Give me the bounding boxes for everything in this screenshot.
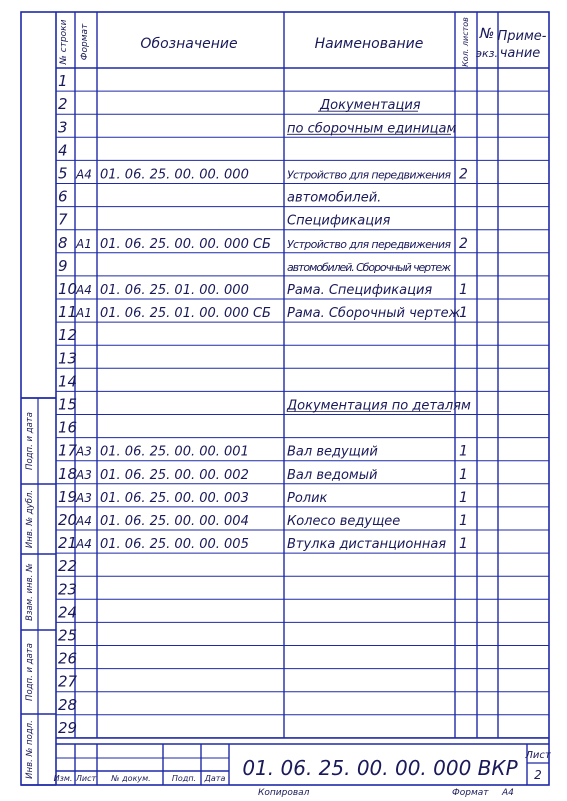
side-stamp [25,412,35,779]
row-designation: 01. 06. 25. 00. 00. 005 [100,537,249,553]
row-number: 19 [58,487,78,506]
table-row [58,72,68,90]
row-number: 3 [58,118,68,137]
row-name: Документация [320,98,421,114]
row-name: автомобилей. Сборочный чертеж [287,260,451,274]
stamp-sign: Подп. [171,774,197,783]
header-designation: Обозначение [140,36,238,52]
side-label: Подп. и дата [25,643,35,701]
row-name: Вал ведущий [287,444,378,460]
row-format: А4 [76,537,92,552]
table-header [59,17,547,67]
row-name: Документация по деталям [287,398,471,414]
table-row [58,673,78,691]
row-number: 4 [58,141,68,160]
row-number: 28 [58,695,78,714]
row-number: 14 [58,372,78,391]
row-number: 22 [58,557,78,576]
header-note-line1: Приме- [497,29,547,44]
table-row [58,580,77,598]
row-number: 13 [58,349,78,368]
table-row [58,118,456,136]
row-number: 10 [58,280,78,298]
table-row [58,211,391,229]
row-name: Ролик [287,490,328,506]
side-label: Инв. № подл. [25,720,35,779]
row-qty: 1 [459,466,468,483]
stamp-izm: Изм. [53,774,73,783]
row-designation: 01. 06. 25. 01. 00. 000 [100,283,249,298]
table-row [58,442,468,460]
row-name: по сборочным единицам [287,121,457,137]
footer-format-label: Формат [452,788,489,798]
table-row [58,303,468,321]
row-qty: 1 [459,489,468,506]
header-copy-no: № экз. [475,26,499,60]
side-label: Инв. № дубл. [25,489,35,549]
row-number: 29 [58,718,78,737]
footer [258,788,514,798]
row-designation: 01. 06. 25. 00. 00. 004 [100,514,249,529]
header-name: Наименование [314,36,424,52]
row-number: 7 [58,210,68,229]
row-qty: 1 [459,443,468,460]
row-number: 24 [58,603,78,622]
row-name: Устройство для передвижения [287,168,451,182]
row-number: 23 [58,580,78,599]
table-row [58,257,451,275]
row-number: 17 [58,441,78,460]
row-number: 2 [58,95,68,114]
stamp-doc-no: № докум. [111,774,151,783]
row-format: А1 [76,236,92,251]
table-row [58,719,77,737]
row-name: автомобилей. [287,190,382,206]
row-format: А3 [76,467,92,482]
row-name: Вал ведомый [287,467,378,483]
row-number: 16 [58,418,78,437]
header-row-no: № строки [59,19,69,65]
table-row [58,650,77,668]
row-number: 12 [58,326,78,345]
table-row [58,372,77,390]
footer-format-value: А4 [502,788,514,798]
table-row [58,326,77,344]
footer-copied: Копировал [258,788,310,798]
row-format: А4 [76,283,92,297]
table-row [58,419,77,437]
sheet-number: 2 [534,768,542,782]
title-block [54,750,552,783]
side-label: Взам. инв. № [25,563,35,621]
table-row [58,234,468,252]
row-name: Колесо ведущее [287,514,401,529]
row-number: 26 [58,649,78,668]
table-body [58,72,471,737]
table-row [58,696,77,714]
table-row [58,95,421,113]
table-row [58,396,471,414]
row-number: 1 [58,72,68,91]
row-designation: 01. 06. 25. 01. 00. 000 СБ [100,306,271,322]
table-row [58,511,468,529]
row-number: 5 [58,164,68,183]
row-qty: 1 [459,282,468,298]
row-name: Рама. Сборочный чертеж [287,306,461,322]
row-qty: 1 [459,536,468,553]
row-number: 18 [58,464,78,483]
row-number: 20 [58,511,78,529]
row-name: Устройство для передвижения [287,237,451,251]
side-label: Подп. и дата [25,412,35,470]
row-qty: 1 [459,513,468,529]
row-qty: 2 [459,235,468,252]
table-row [58,627,77,645]
row-format: А3 [76,444,92,459]
row-format: А4 [76,167,92,182]
row-number: 25 [58,626,78,645]
table-row [58,465,468,483]
table-row [58,534,468,552]
header-note-line2: чание [499,46,541,61]
header-qty: Кол. листов [461,17,470,67]
stamp-list: Лист [75,774,97,783]
row-number: 21 [58,534,78,553]
row-number: 9 [58,256,68,275]
row-qty: 2 [459,166,468,183]
row-name: Втулка дистанционная [287,537,447,553]
row-format: А1 [76,306,92,321]
table-row [58,488,468,506]
row-name: Спецификация [287,213,391,229]
stamp-date: Дата [204,774,226,783]
table-row [58,280,468,298]
table-row [58,349,77,367]
row-format: А3 [76,490,92,505]
sheet-label: Лист [525,750,551,761]
table-row [58,188,381,206]
row-number: 6 [58,187,68,206]
row-number: 8 [58,233,68,252]
table-row [58,603,77,621]
header-format: Формат [80,23,90,61]
row-designation: 01. 06. 25. 00. 00. 002 [100,467,249,483]
row-qty: 1 [459,305,468,322]
table-row [58,557,77,575]
row-name: Рама. Спецификация [287,283,433,298]
row-designation: 01. 06. 25. 00. 00. 000 [100,167,249,183]
table-row [58,141,68,159]
row-number: 15 [58,395,78,414]
row-number: 27 [58,672,78,691]
row-designation: 01. 06. 25. 00. 00. 001 [100,444,249,460]
row-number: 11 [58,303,78,322]
row-format: А4 [76,514,92,528]
row-designation: 01. 06. 25. 00. 00. 003 [100,490,249,506]
table-row [58,165,468,183]
row-designation: 01. 06. 25. 00. 00. 000 СБ [100,236,271,252]
doc-code: 01. 06. 25. 00. 00. 000 ВКР [242,756,518,780]
